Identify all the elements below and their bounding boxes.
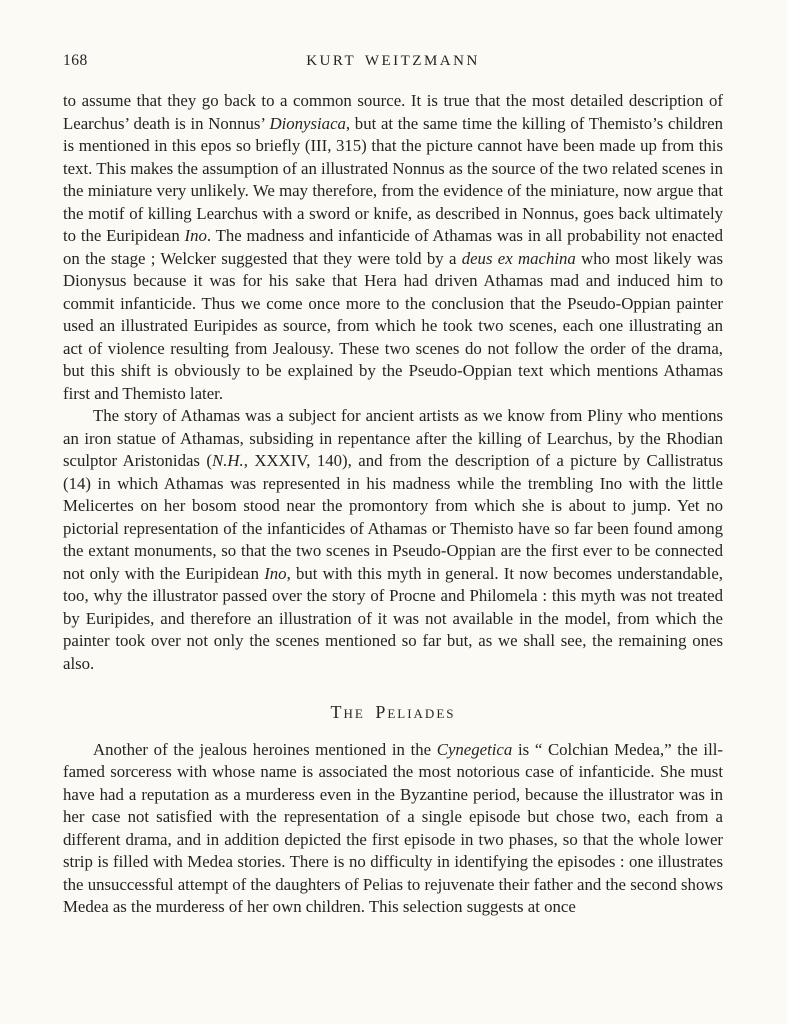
page-number: 168: [63, 52, 88, 69]
running-head: KURT WEITZMANN: [306, 53, 480, 69]
page-header: [63, 52, 723, 74]
body-text: [63, 90, 723, 919]
section-heading: The Peliades: [330, 702, 456, 722]
paragraph: The story of Athamas was a subject for ancient artists as we know from Pliny who mentions an iron statue of Athamas, subsiding in repentance after the killing of Learchus, by the Rhodian sculptor Aristonidas (N.H., XXXIV, 140), and from the description of a picture by Callistratus (14) in which Athamas was represented in his madness while the trembling Ino with the little Melicertes on her bosom stood near the promontory from which she is about to jump. Yet no pictorial representation of the infanticides of Athamas or Themisto have so far been found among the extant monuments, so that the two scenes in Pseudo-Oppian are the first ever to be connected not only with the Euripidean Ino, but with this myth in general. It now becomes understandable, too, why the illustrator passed over the story of Procne and Philomela : this myth was not treated by Euripides, and therefore an illustration of it was not available in the model, from which the painter took over not only the scenes mentioned so far but, as we shall see, the remaining ones also.: [63, 406, 723, 673]
paragraph: Another of the jealous heroines mentioned in the Cynegetica is “ Colchian Medea,” the ill-famed sorceress with whose name is associated the most notorious case of infanticide. She must have had a reputation as a murderess even in the Byzantine period, because the illustrator was in her case not satisfied with the representation of a single episode but chose two, each from a different drama, and in addition depicted the first episode in two phases, so that the whole lower strip is filled with Medea stories. There is no difficulty in identifying the episodes : one illustrates the unsuccessful attempt of the daughters of Pelias to rejuvenate their father and the second shows Medea as the murderess of her own children. This selection suggests at once: [63, 739, 723, 916]
paragraph: to assume that they go back to a common source. It is true that the most detailed description of Learchus’ death is in Nonnus’ Dionysiaca, but at the same time the killing of Themisto’s children is mentioned in this epos so briefly (III, 315) that the picture cannot have been made up from this text. This makes the assumption of an illustrated Nonnus as the source of the two related scenes in the miniature very unlikely. We may therefore, from the evidence of the miniature, now argue that the motif of killing Learchus with a sword or knife, as described in Nonnus, goes back ultimately to the Euripidean Ino. The madness and infanticide of Athamas was in all probability not enacted on the stage ; Welcker suggested that they were told by a deus ex machina who most likely was Dionysus because it was for his sake that Hera had driven Athamas mad and induced him to commit infanticide. Thus we come once more to the conclusion that the Pseudo-Oppian painter used an illustrated Euripides as source, from which he took two scenes, each one illustrating an act of violence resulting from Jealousy. These two scenes do not follow the order of the drama, but this shift is obviously to be explained by the Pseudo-Oppian text which mentions Athamas first and Themisto later.: [63, 91, 723, 403]
